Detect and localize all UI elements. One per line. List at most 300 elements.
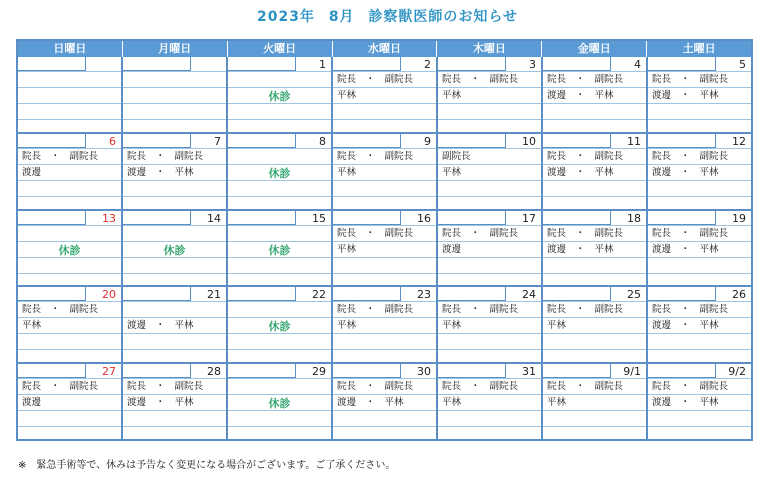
date-box	[18, 134, 86, 148]
row-divider	[648, 410, 751, 411]
date-box	[648, 57, 716, 71]
row-divider	[438, 349, 541, 350]
date-box	[648, 364, 716, 378]
closed-label: 休診	[163, 243, 186, 257]
row-divider	[228, 148, 331, 149]
footnote: ※ 緊急手術等で、休みは予告なく変更になる場合がございます。ご了承ください。	[18, 460, 396, 471]
day-number: 9	[424, 134, 431, 148]
row-divider	[648, 349, 751, 350]
row-divider	[648, 273, 751, 274]
row-divider	[18, 301, 121, 302]
day-cell	[648, 211, 751, 286]
row-divider	[228, 273, 331, 274]
row-divider	[648, 394, 751, 395]
row-divider	[543, 301, 646, 302]
vet-line-2: 平林	[22, 320, 42, 332]
row-divider	[543, 225, 646, 226]
closed-label: 休診	[268, 397, 291, 411]
vet-line-1: 院長 ・ 副院長	[337, 381, 414, 393]
vet-line-1: 院長 ・ 副院長	[337, 227, 414, 239]
vet-line-2: 渡邊 ・ 平林	[547, 166, 614, 178]
weekday-tue: 火曜日	[228, 41, 333, 57]
day-cell	[18, 364, 121, 439]
row-divider	[543, 273, 646, 274]
row-divider	[648, 119, 751, 120]
row-divider	[333, 317, 436, 318]
vet-line-1: 院長 ・ 副院長	[652, 150, 729, 162]
vet-line-2: 渡邊 ・ 平林	[652, 166, 719, 178]
vet-line-1: 院長 ・ 副院長	[652, 74, 729, 85]
vet-line-2: 渡邊 ・ 平林	[127, 166, 194, 178]
row-divider	[18, 225, 121, 226]
row-divider	[438, 225, 541, 226]
date-box	[543, 57, 611, 71]
row-divider	[18, 87, 121, 88]
date-box	[543, 364, 611, 378]
row-divider	[333, 241, 436, 242]
day-number: 6	[109, 134, 116, 148]
day-number: 8	[319, 134, 326, 148]
vet-line-2: 渡邊 ・ 平林	[652, 243, 719, 255]
day-cell	[648, 134, 751, 209]
weekday-header	[18, 41, 751, 57]
day-cell	[18, 57, 121, 132]
date-box	[18, 364, 86, 378]
row-divider	[438, 426, 541, 427]
date-box	[648, 134, 716, 148]
day-cell	[438, 211, 541, 286]
day-cell	[123, 364, 226, 439]
day-cell	[228, 57, 331, 132]
vet-line-2: 渡邊	[442, 243, 462, 255]
weekday-mon: 月曜日	[123, 41, 228, 57]
row-divider	[123, 164, 226, 165]
calendar	[16, 39, 753, 441]
date-box	[18, 287, 86, 301]
row-divider	[333, 103, 436, 104]
date-box	[228, 211, 296, 225]
vet-line-1: 院長 ・ 副院長	[337, 304, 414, 316]
closed-label: 休診	[268, 166, 291, 180]
row-divider	[18, 317, 121, 318]
vet-line-1: 院長 ・ 副院長	[22, 381, 99, 393]
row-divider	[123, 394, 226, 395]
vet-line-2: 平林	[337, 166, 357, 178]
row-divider	[648, 225, 751, 226]
vet-line-1: 院長 ・ 副院長	[547, 74, 624, 85]
date-box	[333, 134, 401, 148]
day-cell	[438, 364, 541, 439]
row-divider	[543, 103, 646, 104]
row-divider	[438, 333, 541, 334]
row-divider	[543, 394, 646, 395]
row-divider	[543, 241, 646, 242]
row-divider	[543, 317, 646, 318]
title-text: 診察獣医師のお知らせ	[368, 9, 519, 25]
vet-line-1: 副院長	[442, 150, 471, 162]
row-divider	[333, 180, 436, 181]
row-divider	[18, 180, 121, 181]
date-box	[18, 211, 86, 225]
row-divider	[228, 119, 331, 120]
day-number: 27	[102, 365, 116, 379]
vet-line-2: 平林	[337, 243, 357, 255]
date-box	[228, 134, 296, 148]
row-divider	[543, 119, 646, 120]
day-number: 22	[312, 288, 326, 302]
row-divider	[438, 119, 541, 120]
vet-line-1: 院長 ・ 副院長	[652, 304, 729, 316]
day-number: 3	[529, 58, 536, 71]
vet-line-2: 渡邊 ・ 平林	[652, 320, 719, 332]
vet-line-1: 院長 ・ 副院長	[547, 227, 624, 239]
weekday-thu: 木曜日	[437, 41, 542, 57]
row-divider	[333, 410, 436, 411]
row-divider	[438, 180, 541, 181]
row-divider	[123, 103, 226, 104]
vet-line-2: 平林	[442, 90, 462, 101]
row-divider	[543, 349, 646, 350]
vet-line-2: 平林	[547, 397, 567, 409]
day-cell	[333, 287, 436, 362]
day-cell	[543, 134, 646, 209]
closed-label: 休診	[58, 243, 81, 257]
day-cell	[18, 287, 121, 362]
date-box	[123, 134, 191, 148]
day-cell	[648, 364, 751, 439]
row-divider	[18, 164, 121, 165]
row-divider	[123, 333, 226, 334]
vet-line-1: 院長 ・ 副院長	[22, 304, 99, 316]
weekday-wed: 水曜日	[333, 41, 438, 57]
date-box	[228, 57, 296, 71]
vet-line-1: 院長 ・ 副院長	[127, 381, 204, 393]
day-number: 12	[732, 134, 746, 148]
row-divider	[543, 196, 646, 197]
row-divider	[333, 426, 436, 427]
row-divider	[438, 87, 541, 88]
vet-line-2: 渡邊 ・ 平林	[547, 90, 614, 101]
day-number: 17	[522, 211, 536, 225]
day-cell	[648, 287, 751, 362]
day-cell	[228, 364, 331, 439]
day-number: 10	[522, 134, 536, 148]
date-box	[648, 211, 716, 225]
day-cell	[18, 134, 121, 209]
day-number: 5	[739, 58, 746, 71]
row-divider	[333, 394, 436, 395]
row-divider	[333, 378, 436, 379]
vet-line-2: 渡邊	[22, 166, 42, 178]
row-divider	[543, 87, 646, 88]
vet-line-2: 平林	[442, 397, 462, 409]
row-divider	[648, 148, 751, 149]
row-divider	[333, 119, 436, 120]
row-divider	[543, 180, 646, 181]
vet-line-1: 院長 ・ 副院長	[442, 381, 519, 393]
day-cell	[18, 211, 121, 286]
row-divider	[228, 196, 331, 197]
day-number: 25	[627, 288, 641, 302]
day-number: 2	[424, 58, 431, 71]
row-divider	[543, 148, 646, 149]
day-cell	[123, 287, 226, 362]
day-cell	[333, 364, 436, 439]
weekday-sat: 土曜日	[647, 41, 751, 57]
date-box	[543, 134, 611, 148]
day-number: 26	[732, 288, 746, 302]
row-divider	[648, 257, 751, 258]
row-divider	[543, 71, 646, 72]
date-box	[123, 57, 191, 71]
row-divider	[648, 164, 751, 165]
row-divider	[123, 410, 226, 411]
row-divider	[333, 257, 436, 258]
row-divider	[543, 410, 646, 411]
vet-line-1: 院長 ・ 副院長	[652, 227, 729, 239]
vet-line-2: 平林	[442, 320, 462, 332]
row-divider	[123, 426, 226, 427]
day-cell	[333, 211, 436, 286]
date-box	[123, 364, 191, 378]
vet-line-2: 渡邊 ・ 平林	[337, 397, 404, 409]
day-number: 21	[207, 288, 221, 302]
row-divider	[123, 273, 226, 274]
date-box	[333, 211, 401, 225]
vet-line-2: 平林	[442, 166, 462, 178]
day-number: 14	[207, 211, 221, 225]
closed-label: 休診	[268, 243, 291, 257]
row-divider	[648, 180, 751, 181]
vet-line-1: 院長 ・ 副院長	[547, 304, 624, 316]
row-divider	[648, 87, 751, 88]
row-divider	[123, 317, 226, 318]
day-cell	[228, 211, 331, 286]
date-box	[648, 287, 716, 301]
row-divider	[648, 103, 751, 104]
row-divider	[123, 119, 226, 120]
date-box	[333, 364, 401, 378]
row-divider	[123, 148, 226, 149]
date-box	[228, 287, 296, 301]
day-number: 7	[214, 134, 221, 148]
day-number: 15	[312, 211, 326, 225]
vet-line-2: 渡邊	[22, 397, 42, 409]
row-divider	[333, 196, 436, 197]
date-box	[438, 57, 506, 71]
row-divider	[333, 225, 436, 226]
row-divider	[228, 378, 331, 379]
row-divider	[648, 71, 751, 72]
row-divider	[438, 317, 541, 318]
row-divider	[228, 71, 331, 72]
row-divider	[438, 257, 541, 258]
weekday-sun: 日曜日	[18, 41, 123, 57]
row-divider	[123, 87, 226, 88]
row-divider	[333, 164, 436, 165]
day-number: 30	[417, 365, 431, 379]
day-number: 9/1	[623, 365, 641, 379]
page-title	[0, 6, 775, 26]
row-divider	[18, 103, 121, 104]
vet-line-1: 院長 ・ 副院長	[547, 381, 624, 393]
row-divider	[123, 301, 226, 302]
vet-line-1: 院長 ・ 副院長	[652, 381, 729, 393]
row-divider	[228, 225, 331, 226]
day-cell	[333, 57, 436, 132]
row-divider	[18, 333, 121, 334]
vet-line-2: 渡邊 ・ 平林	[127, 397, 194, 409]
row-divider	[543, 378, 646, 379]
date-box	[438, 134, 506, 148]
date-box	[438, 287, 506, 301]
vet-line-2: 渡邊 ・ 平林	[127, 320, 194, 332]
row-divider	[228, 349, 331, 350]
row-divider	[18, 378, 121, 379]
row-divider	[648, 301, 751, 302]
row-divider	[123, 378, 226, 379]
day-number: 1	[319, 58, 326, 71]
row-divider	[438, 241, 541, 242]
day-cell	[123, 134, 226, 209]
day-number: 19	[732, 211, 746, 225]
row-divider	[18, 119, 121, 120]
day-cell	[228, 287, 331, 362]
row-divider	[333, 87, 436, 88]
day-cell	[333, 134, 436, 209]
row-divider	[438, 410, 541, 411]
day-cell	[438, 287, 541, 362]
row-divider	[543, 426, 646, 427]
row-divider	[228, 426, 331, 427]
date-box	[543, 287, 611, 301]
day-number: 29	[312, 365, 326, 379]
vet-line-1: 院長 ・ 副院長	[337, 74, 414, 85]
day-cell	[438, 134, 541, 209]
day-number: 23	[417, 288, 431, 302]
row-divider	[333, 349, 436, 350]
row-divider	[543, 164, 646, 165]
day-cell	[543, 57, 646, 132]
title-month: 8月	[328, 9, 355, 25]
day-cell	[123, 211, 226, 286]
row-divider	[18, 349, 121, 350]
day-cell	[543, 287, 646, 362]
row-divider	[123, 349, 226, 350]
row-divider	[648, 333, 751, 334]
day-number: 18	[627, 211, 641, 225]
row-divider	[438, 164, 541, 165]
row-divider	[648, 378, 751, 379]
vet-line-2: 平林	[547, 320, 567, 332]
vet-line-1: 院長 ・ 副院長	[442, 74, 519, 85]
row-divider	[438, 196, 541, 197]
day-number: 13	[102, 211, 116, 225]
date-box	[438, 364, 506, 378]
row-divider	[648, 196, 751, 197]
vet-line-1: 院長 ・ 副院長	[547, 150, 624, 162]
row-divider	[333, 301, 436, 302]
row-divider	[18, 148, 121, 149]
day-cell	[543, 211, 646, 286]
row-divider	[438, 273, 541, 274]
row-divider	[543, 257, 646, 258]
day-number: 24	[522, 288, 536, 302]
day-cell	[438, 57, 541, 132]
day-number: 4	[634, 58, 641, 71]
day-cell	[123, 57, 226, 132]
day-number: 31	[522, 365, 536, 379]
vet-line-1: 院長 ・ 副院長	[442, 304, 519, 316]
row-divider	[333, 333, 436, 334]
closed-label: 休診	[268, 90, 291, 103]
row-divider	[123, 225, 226, 226]
row-divider	[18, 71, 121, 72]
row-divider	[18, 426, 121, 427]
date-box	[123, 211, 191, 225]
row-divider	[648, 317, 751, 318]
day-number: 20	[102, 288, 116, 302]
day-number: 11	[627, 134, 641, 148]
day-number: 16	[417, 211, 431, 225]
vet-line-2: 渡邊 ・ 平林	[547, 243, 614, 255]
vet-line-2: 平林	[337, 90, 357, 101]
row-divider	[333, 273, 436, 274]
day-cell	[228, 134, 331, 209]
row-divider	[543, 333, 646, 334]
date-box	[18, 57, 86, 71]
title-year: 2023年	[256, 9, 315, 25]
vet-line-1: 院長 ・ 副院長	[127, 150, 204, 162]
day-cell	[648, 57, 751, 132]
row-divider	[648, 241, 751, 242]
row-divider	[648, 426, 751, 427]
vet-line-2: 平林	[337, 320, 357, 332]
row-divider	[333, 71, 436, 72]
row-divider	[123, 71, 226, 72]
vet-line-2: 渡邊 ・ 平林	[652, 397, 719, 409]
day-number: 28	[207, 365, 221, 379]
row-divider	[333, 148, 436, 149]
row-divider	[228, 301, 331, 302]
row-divider	[18, 273, 121, 274]
row-divider	[438, 71, 541, 72]
vet-line-1: 院長 ・ 副院長	[337, 150, 414, 162]
vet-line-2: 渡邊 ・ 平林	[652, 90, 719, 101]
row-divider	[18, 196, 121, 197]
row-divider	[438, 301, 541, 302]
row-divider	[123, 180, 226, 181]
weekday-fri: 金曜日	[542, 41, 647, 57]
row-divider	[438, 103, 541, 104]
row-divider	[438, 148, 541, 149]
row-divider	[438, 378, 541, 379]
row-divider	[18, 410, 121, 411]
date-box	[438, 211, 506, 225]
closed-label: 休診	[268, 320, 291, 334]
date-box	[543, 211, 611, 225]
calendar-grid	[18, 57, 751, 439]
vet-line-1: 院長 ・ 副院長	[442, 227, 519, 239]
row-divider	[18, 394, 121, 395]
date-box	[228, 364, 296, 378]
date-box	[333, 287, 401, 301]
row-divider	[438, 394, 541, 395]
day-number: 9/2	[728, 365, 746, 379]
row-divider	[123, 196, 226, 197]
date-box	[123, 287, 191, 301]
day-cell	[543, 364, 646, 439]
